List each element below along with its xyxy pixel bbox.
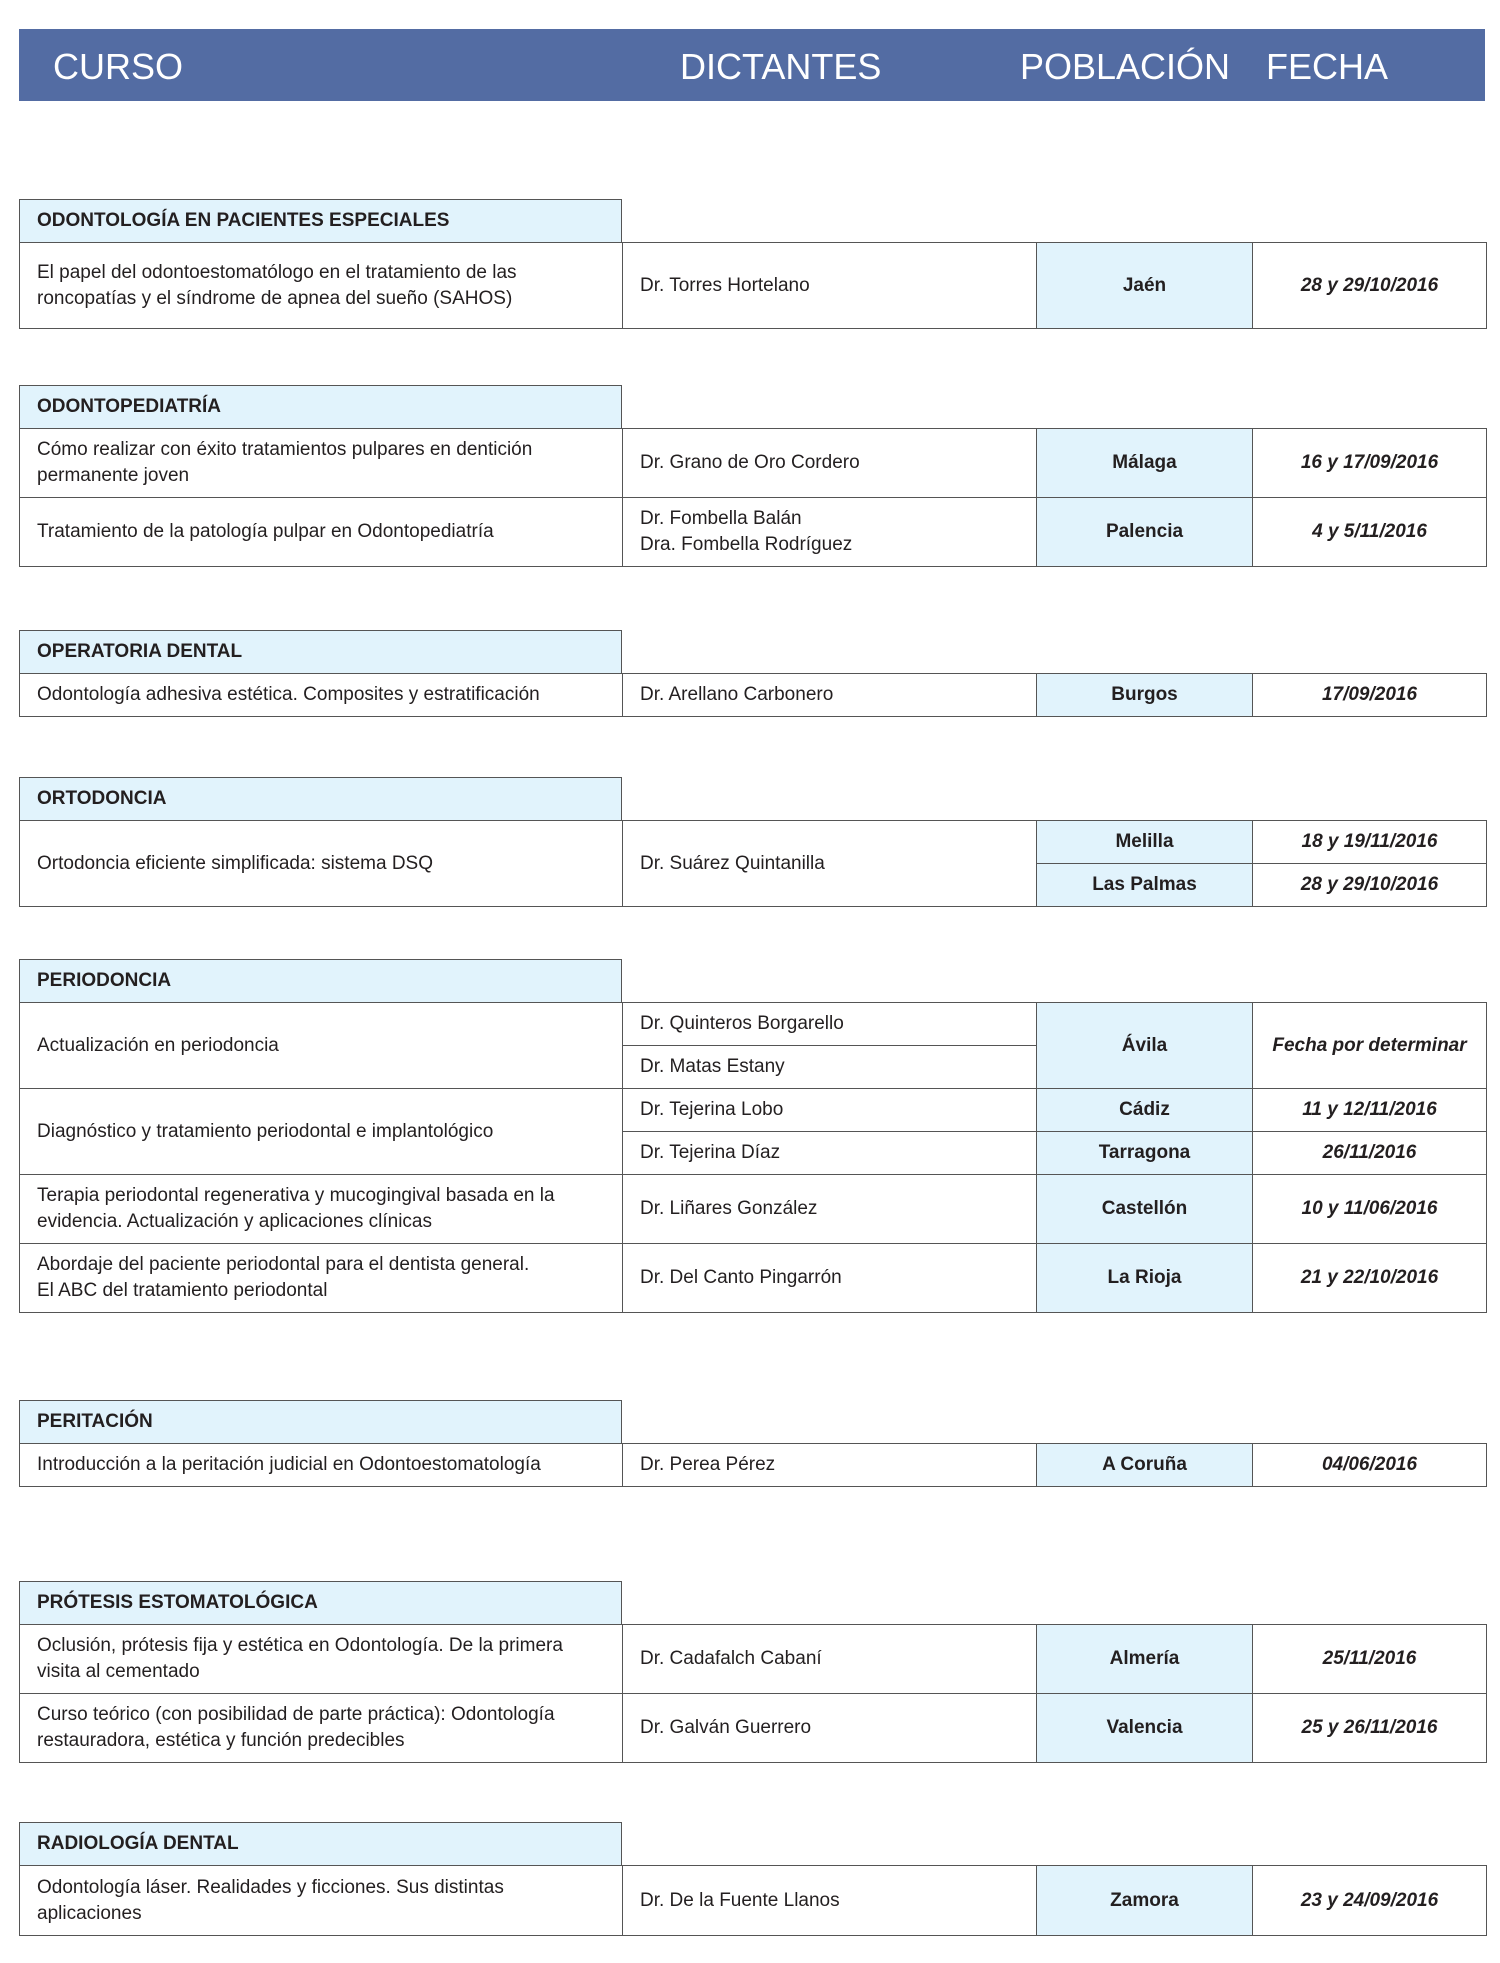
- section-title: RADIOLOGÍA DENTAL: [19, 1822, 622, 1865]
- table-row: [20, 243, 1487, 329]
- course-title: Ortodoncia eficiente simplificada: sistema DSQ: [20, 821, 623, 907]
- section-table: [19, 820, 1487, 907]
- course-date: 28 y 29/10/2016: [1253, 864, 1487, 907]
- table-row: [20, 1089, 1487, 1132]
- course-instructors: Dr. Galván Guerrero: [623, 1694, 1037, 1763]
- course-date: 17/09/2016: [1253, 674, 1487, 717]
- course-location: Tarragona: [1037, 1132, 1253, 1175]
- course-title: Abordaje del paciente periodontal para el dentista general. El ABC del tratamiento periodontal: [20, 1244, 623, 1313]
- course-date: 18 y 19/11/2016: [1253, 821, 1487, 864]
- course-title: Terapia periodontal regenerativa y mucogingival basada en la evidencia. Actualización y aplicaciones clínicas: [20, 1175, 623, 1244]
- header-curso: CURSO: [53, 46, 184, 87]
- course-location: Málaga: [1037, 429, 1253, 498]
- table-row: [20, 1694, 1487, 1763]
- course-location: Palencia: [1037, 498, 1253, 567]
- course-instructors: Dr. Torres Hortelano: [623, 243, 1037, 329]
- table-row: [20, 1866, 1487, 1936]
- course-location: Ávila: [1037, 1003, 1253, 1089]
- course-date: 10 y 11/06/2016: [1253, 1175, 1487, 1244]
- table-row: [20, 429, 1487, 498]
- course-location: Jaén: [1037, 243, 1253, 329]
- table-row: [20, 674, 1487, 717]
- section-title: PERIODONCIA: [19, 959, 622, 1002]
- course-location: Las Palmas: [1037, 864, 1253, 907]
- course-location: Valencia: [1037, 1694, 1253, 1763]
- section-table: [19, 242, 1487, 329]
- course-title: El papel del odontoestomatólogo en el tratamiento de las roncopatías y el síndrome de apnea del sueño (SAHOS): [20, 243, 623, 329]
- table-row: [20, 821, 1487, 864]
- course-date: 21 y 22/10/2016: [1253, 1244, 1487, 1313]
- course-date: 23 y 24/09/2016: [1253, 1866, 1487, 1936]
- table-row: [20, 1244, 1487, 1313]
- course-title: Tratamiento de la patología pulpar en Odontopediatría: [20, 498, 623, 567]
- course-location: Castellón: [1037, 1175, 1253, 1244]
- course-instructors: Dr. Fombella Balán Dra. Fombella Rodríguez: [623, 498, 1037, 567]
- course-location: A Coruña: [1037, 1444, 1253, 1487]
- course-location: Burgos: [1037, 674, 1253, 717]
- course-instructors: Dr. Perea Pérez: [623, 1444, 1037, 1487]
- course-title: Actualización en periodoncia: [20, 1003, 623, 1089]
- course-instructors: Dr. Cadafalch Cabaní: [623, 1625, 1037, 1694]
- course-instructors: Dr. De la Fuente Llanos: [623, 1866, 1037, 1936]
- course-location: Zamora: [1037, 1866, 1253, 1936]
- course-date: 25 y 26/11/2016: [1253, 1694, 1487, 1763]
- course-date: 04/06/2016: [1253, 1444, 1487, 1487]
- header-fecha: FECHA: [1266, 46, 1389, 87]
- course-location: La Rioja: [1037, 1244, 1253, 1313]
- header-poblacion: POBLACIÓN: [1020, 46, 1231, 87]
- course-instructors: Dr. Tejerina Díaz: [623, 1132, 1037, 1175]
- section-table: [19, 1443, 1487, 1487]
- header-dictantes: DICTANTES: [680, 46, 882, 87]
- section-table: [19, 1865, 1487, 1936]
- course-date: 4 y 5/11/2016: [1253, 498, 1487, 567]
- course-instructors: Dr. Tejerina Lobo: [623, 1089, 1037, 1132]
- course-instructors: Dr. Matas Estany: [623, 1046, 1037, 1089]
- section-title: OPERATORIA DENTAL: [19, 630, 622, 673]
- course-date: 28 y 29/10/2016: [1253, 243, 1487, 329]
- section-title: PRÓTESIS ESTOMATOLÓGICA: [19, 1581, 622, 1624]
- course-title: Odontología láser. Realidades y ficciones. Sus distintas aplicaciones: [20, 1866, 623, 1936]
- course-date: 26/11/2016: [1253, 1132, 1487, 1175]
- section-table: [19, 673, 1487, 717]
- section-title: ORTODONCIA: [19, 777, 622, 820]
- table-row: [20, 1175, 1487, 1244]
- table-row: [20, 1003, 1487, 1046]
- course-date: 25/11/2016: [1253, 1625, 1487, 1694]
- course-title: Curso teórico (con posibilidad de parte práctica): Odontología restauradora, estética y función predecibles: [20, 1694, 623, 1763]
- table-row: [20, 498, 1487, 567]
- course-title: Cómo realizar con éxito tratamientos pulpares en dentición permanente joven: [20, 429, 623, 498]
- section-table: [19, 428, 1487, 567]
- table-header: [19, 29, 1485, 101]
- section-table: [19, 1002, 1487, 1313]
- course-location: Melilla: [1037, 821, 1253, 864]
- course-instructors: Dr. Quinteros Borgarello: [623, 1003, 1037, 1046]
- course-title: Diagnóstico y tratamiento periodontal e implantológico: [20, 1089, 623, 1175]
- section-table: [19, 1624, 1487, 1763]
- course-title: Odontología adhesiva estética. Composites y estratificación: [20, 674, 623, 717]
- section-title: ODONTOLOGÍA EN PACIENTES ESPECIALES: [19, 199, 622, 242]
- table-row: [20, 1444, 1487, 1487]
- course-instructors: Dr. Grano de Oro Cordero: [623, 429, 1037, 498]
- course-date: Fecha por determinar: [1253, 1003, 1487, 1089]
- course-location: Almería: [1037, 1625, 1253, 1694]
- course-instructors: Dr. Arellano Carbonero: [623, 674, 1037, 717]
- course-date: 16 y 17/09/2016: [1253, 429, 1487, 498]
- section-title: PERITACIÓN: [19, 1400, 622, 1443]
- course-instructors: Dr. Liñares González: [623, 1175, 1037, 1244]
- course-title: Oclusión, prótesis fija y estética en Odontología. De la primera visita al cementado: [20, 1625, 623, 1694]
- section-title: ODONTOPEDIATRÍA: [19, 385, 622, 428]
- course-date: 11 y 12/11/2016: [1253, 1089, 1487, 1132]
- table-row: [20, 1625, 1487, 1694]
- course-instructors: Dr. Del Canto Pingarrón: [623, 1244, 1037, 1313]
- course-instructors: Dr. Suárez Quintanilla: [623, 821, 1037, 907]
- course-title: Introducción a la peritación judicial en Odontoestomatología: [20, 1444, 623, 1487]
- course-location: Cádiz: [1037, 1089, 1253, 1132]
